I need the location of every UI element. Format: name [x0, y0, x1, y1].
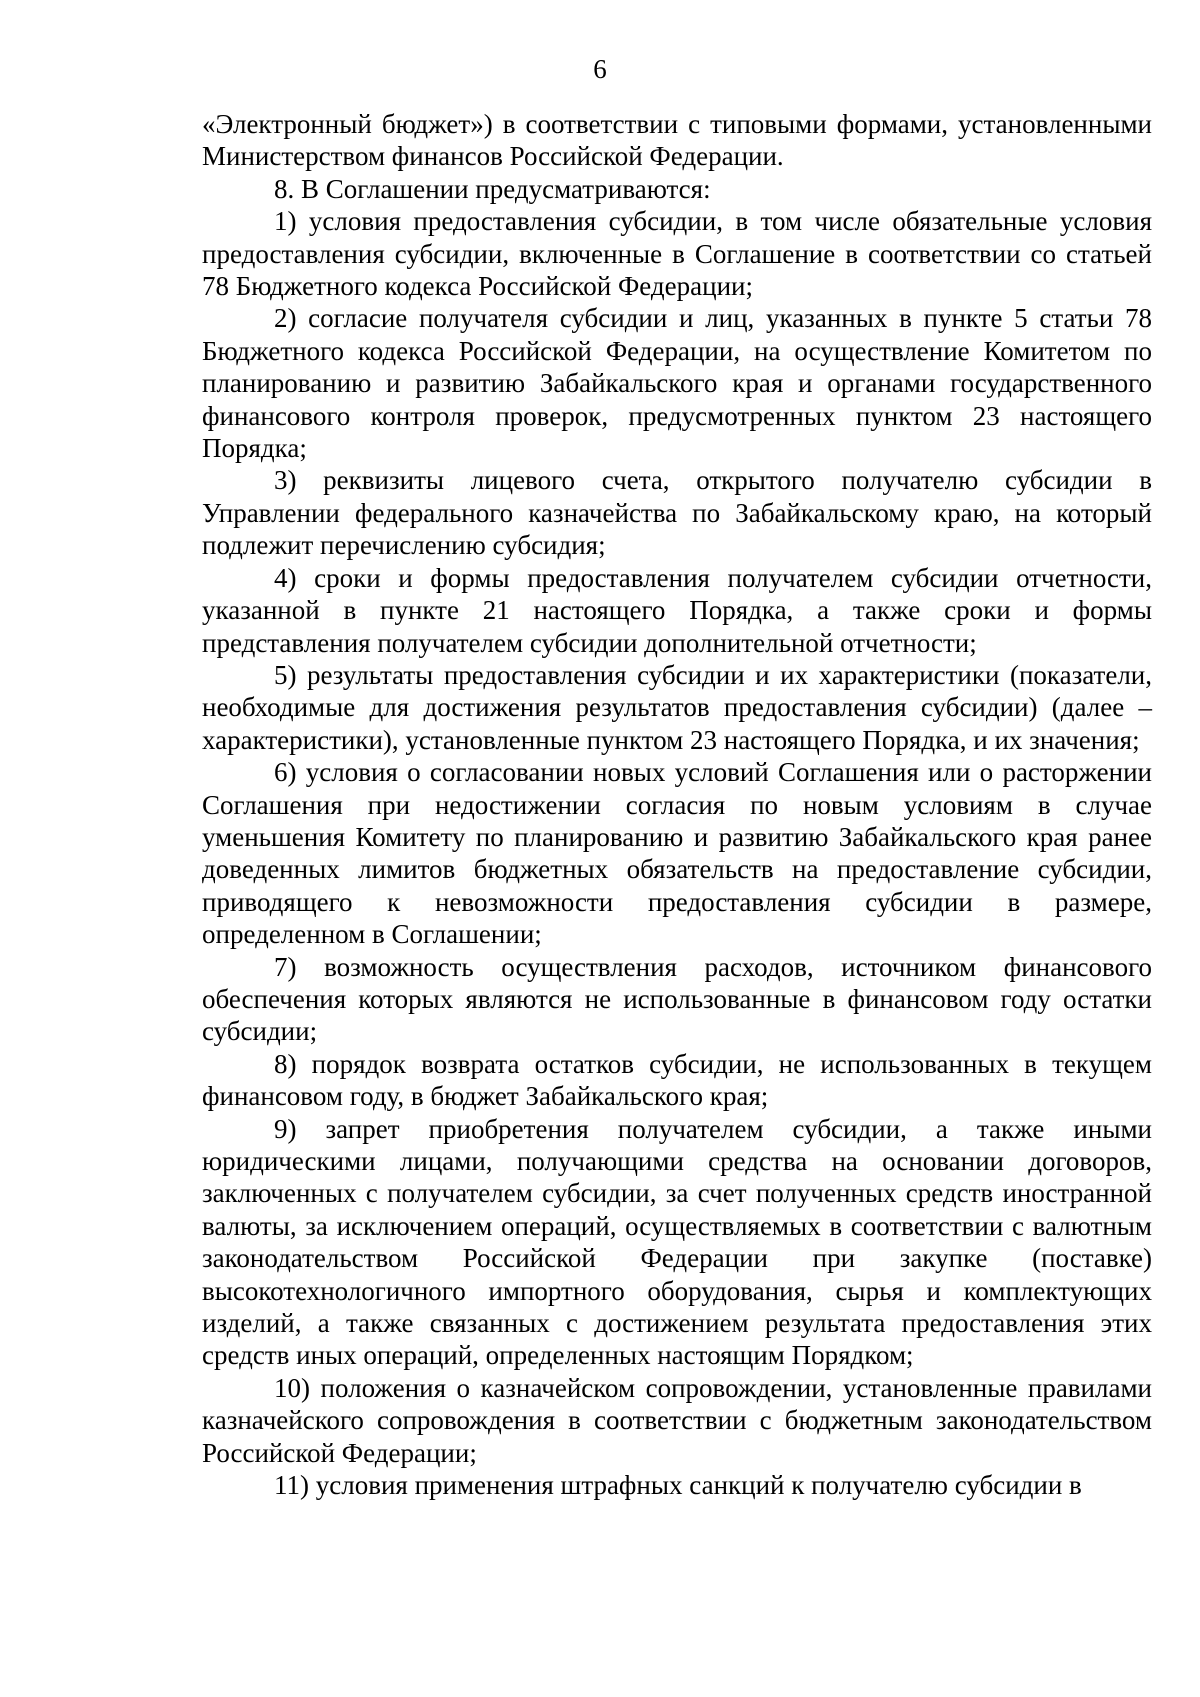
- paragraph-continuation: «Электронный бюджет») в соответствии с типовыми формами, установленными Министерством финансов Российской Федерации.: [202, 109, 1152, 172]
- paragraph-item-9: 9) запрет приобретения получателем субсидии, а также иными юридическими лицами, получающими средства на основании договоров, заключенных с получателем субсидии, за счет полученных средств иностранной валюты, за исключением операций, осуществляемых в соответствии с валютным законодательством Российской Федерации при закупке (поставке) высокотехнологичного импортного оборудования, сырья и комплектующих изделий, а также связанных с достижением результата предоставления этих средств иных операций, определенных настоящим Порядком;: [202, 1113, 1152, 1371]
- paragraph-clause-8: 8. В Соглашении предусматриваются:: [274, 173, 711, 204]
- paragraph-item-4: 4) сроки и формы предоставления получателем субсидии отчетности, указанной в пункте 21 настоящего Порядка, а также сроки и формы представления получателем субсидии дополнительной отчетности;: [202, 562, 1152, 658]
- paragraph-item-7: 7) возможность осуществления расходов, источником финансового обеспечения которых являются не использованные в финансовом году остатки субсидии;: [202, 951, 1152, 1047]
- document-body: [202, 108, 1152, 1501]
- paragraph-item-11: 11) условия применения штрафных санкций к получателю субсидии в: [274, 1470, 1082, 1501]
- paragraph-item-6: 6) условия о согласовании новых условий Соглашения или о расторжении Соглашения при недостижении согласия по новым условиям в случае уменьшения Комитету по планированию и развитию Забайкальского края ранее доведенных лимитов бюджетных обязательств на предоставление субсидии, приводящего к невозможности предоставления субсидии в размере, определенном в Соглашении;: [202, 757, 1152, 950]
- paragraph-item-3: 3) реквизиты лицевого счета, открытого получателю субсидии в Управлении федерального казначейства по Забайкальскому краю, на который подлежит перечислению субсидия;: [202, 465, 1152, 561]
- page-number: 6: [593, 54, 607, 84]
- paragraph-item-5: 5) результаты предоставления субсидии и их характеристики (показатели, необходимые для достижения результатов предоставления субсидии) (далее – характеристики), установленные пунктом 23 настоящего Порядка, и их значения;: [202, 659, 1152, 755]
- paragraph-item-8: 8) порядок возврата остатков субсидии, не использованных в текущем финансовом году, в бюджет Забайкальского края;: [202, 1048, 1152, 1112]
- paragraph-item-1: 1) условия предоставления субсидии, в том числе обязательные условия предоставления субсидии, включенные в Соглашение в соответствии со статьей 78 Бюджетного кодекса Российской Федерации;: [202, 206, 1152, 302]
- paragraph-item-2: 2) согласие получателя субсидии и лиц, указанных в пункте 5 статьи 78 Бюджетного кодекса Российской Федерации, на осуществление Комитетом по планированию и развитию Забайкальского края и органами государственного финансового контроля проверок, предусмотренных пунктом 23 настоящего Порядка;: [202, 303, 1152, 464]
- paragraph-item-10: 10) положения о казначейском сопровождении, установленные правилами казначейского сопровождения в соответствии с бюджетным законодательством Российской Федерации;: [202, 1372, 1152, 1468]
